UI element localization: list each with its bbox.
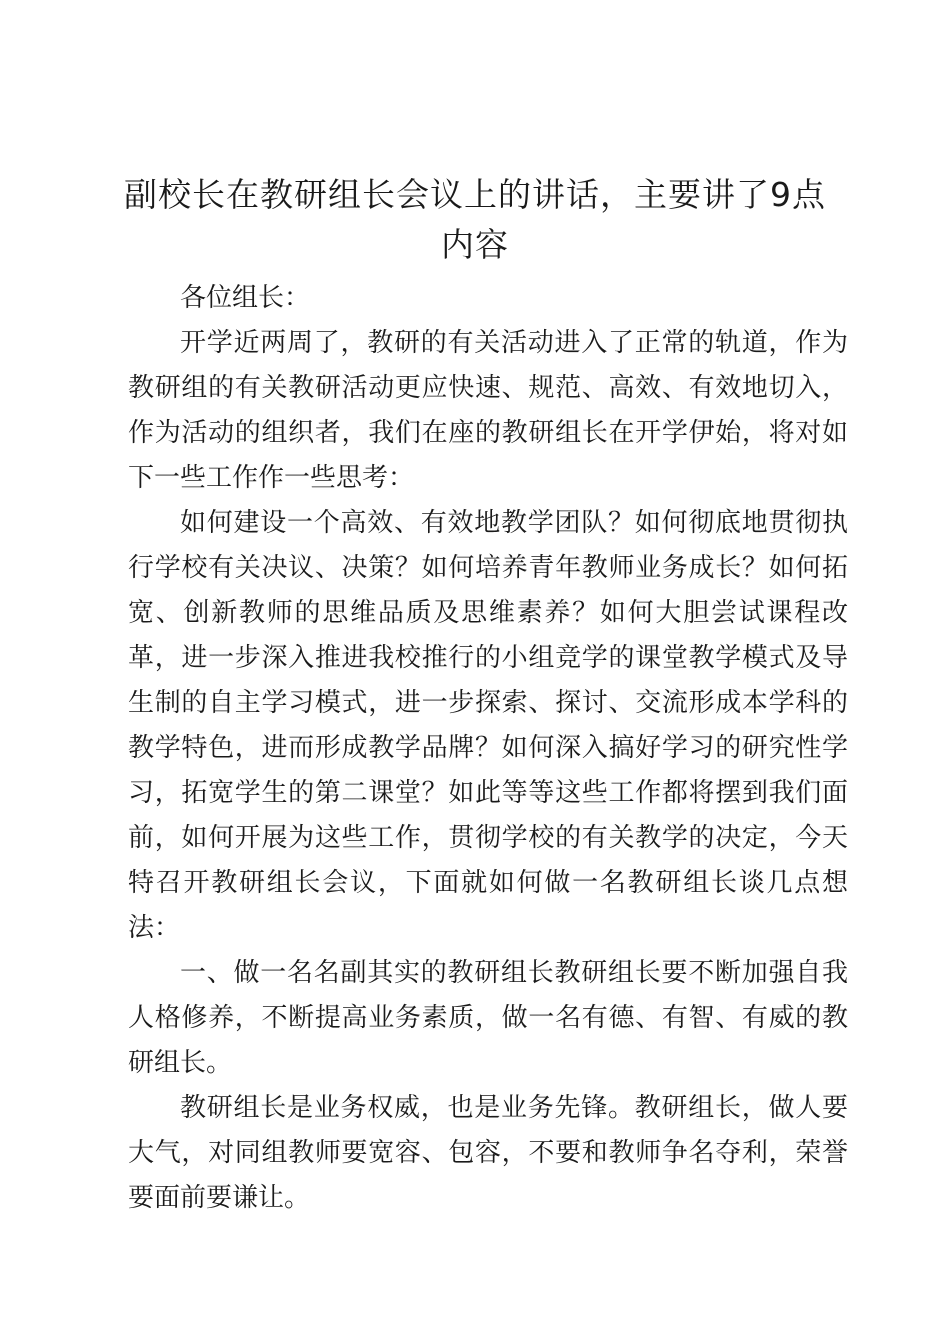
document-body [128, 276, 848, 1221]
leader-role-paragraph: 教研组长是业务权威，也是业务先锋。教研组长，做人要大气，对同组教师要宽容、包容，不要和教师争名夺利，荣誉要面前要谦让。 [128, 1093, 848, 1213]
questions-paragraph: 如何建设一个高效、有效地教学团队？如何彻底地贯彻执行学校有关决议、决策？如何培养青年教师业务成长？如何拓宽、创新教师的思维品质及思维素养？如何大胆尝试课程改革，进一步深入推进我校推行的小组竞学的课堂教学模式及导生制的自主学习模式，进一步探索、探讨、交流形成本学科的教学特色，进而形成教学品牌？如何深入搞好学习的研究性学习，拓宽学生的第二课堂？如此等等这些工作都将摆到我们面前，如何开展为这些工作，贯彻学校的有关教学的决定，今天特召开教研组长会议，下面就如何做一名教研组长谈几点想法： [128, 508, 848, 943]
salutation-paragraph: 各位组长： [180, 283, 311, 313]
point-one-paragraph: 一、做一名名副其实的教研组长教研组长要不断加强自我人格修养，不断提高业务素质，做一名有德、有智、有威的教研组长。 [128, 958, 848, 1078]
intro-paragraph: 开学近两周了，教研的有关活动进入了正常的轨道，作为教研组的有关教研活动更应快速、规范、高效、有效地切入，作为活动的组织者，我们在座的教研组长在开学伊始，将对如下一些工作作一些思考： [128, 328, 848, 493]
document-title: 副校长在教研组长会议上的讲话，主要讲了9点内容 [124, 175, 826, 264]
